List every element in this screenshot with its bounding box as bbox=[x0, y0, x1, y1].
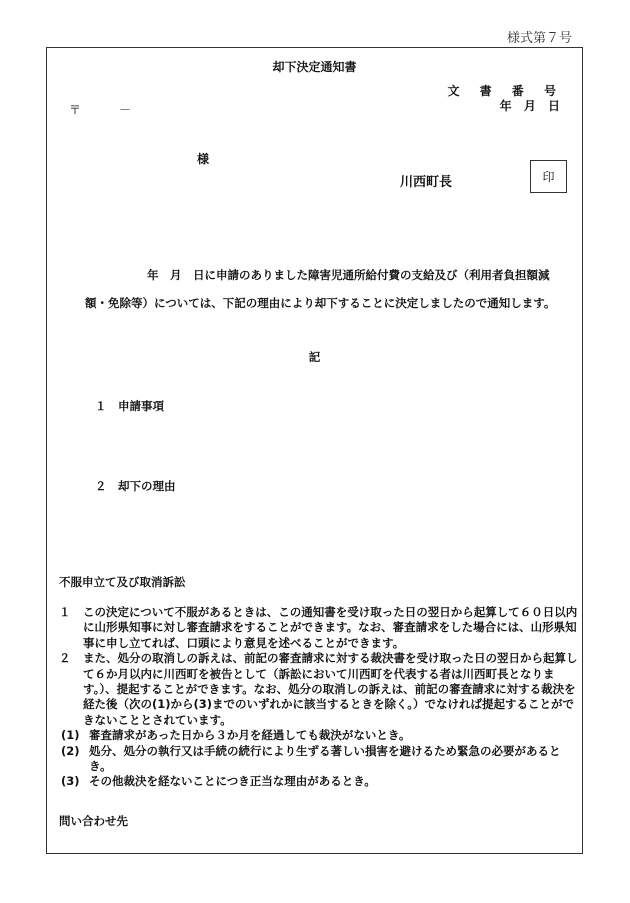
note-number: ２ bbox=[59, 651, 71, 666]
item-reason: ２ 却下の理由 bbox=[95, 479, 176, 493]
note-text: この決定について不服があるときは、この通知書を受け取った日の翌日から起算して６０日以内に山形県知事に対し審査請求をすることができます。なお、審査請求をした場合には、山形県知事に申し立てれば、口頭により意見を述べることができます。 bbox=[83, 605, 578, 650]
sub-note-number: (2) bbox=[61, 743, 80, 758]
item-application: １ 申請事項 bbox=[95, 399, 164, 413]
date-label: 年 月 日 bbox=[499, 99, 564, 113]
appeal-heading: 不服申立て及び取消訴訟 bbox=[59, 575, 186, 589]
contact-label: 問い合わせ先 bbox=[59, 814, 128, 828]
addressee-suffix: 様 bbox=[197, 152, 210, 166]
document-title: 却下決定通知書 bbox=[272, 60, 357, 74]
body-paragraph bbox=[85, 261, 571, 317]
issuer-name: 川西町長 bbox=[400, 175, 453, 190]
body-date-prefix: 年 月 日に bbox=[147, 268, 216, 282]
sub-note-item bbox=[59, 744, 579, 775]
document-number-label: 文 書 番 号 bbox=[447, 84, 564, 98]
sub-note-number: (3) bbox=[61, 774, 80, 789]
postal-dash: － bbox=[119, 103, 132, 117]
note-text: また、処分の取消しの訴えは、前記の審査請求に対する裁決書を受け取った日の翌日から起算して６か月以内に川西町を被告として（訴訟において川西町を代表する者は川西町長となります。）、提起することができます。なお、処分の取消しの訴えは、前記の審査請求に対する裁決を経た後（次の(1)から(3)までのいずれかに該当するときを除く。）でなければ提起することができないこととされています。 bbox=[83, 651, 578, 727]
postal-mark: 〒 bbox=[69, 103, 82, 117]
sub-note-text: その他裁決を経ないことにつき正当な理由があるとき。 bbox=[89, 774, 376, 789]
document-frame bbox=[46, 47, 583, 854]
note-number: １ bbox=[59, 605, 71, 619]
note-item bbox=[59, 605, 579, 651]
sub-note-number: (1) bbox=[61, 728, 80, 743]
sub-note-text: 審査請求があった日から３か月を経過しても裁決がないとき。 bbox=[89, 728, 411, 743]
seal-box bbox=[530, 160, 567, 193]
appeal-notes bbox=[59, 605, 579, 790]
sub-note-text: 処分、処分の執行又は手続の続行により生ずる著しい損害を避けるため緊急の必要があるとき。 bbox=[89, 743, 561, 774]
body-text: 申請のありました障害児通所給付費の支給及び（利用者負担額減額・免除等）については、下記の理由により却下することに決定しましたので通知します。 bbox=[85, 268, 556, 310]
sub-note-item bbox=[59, 728, 579, 743]
ki-heading: 記 bbox=[308, 350, 321, 364]
note-item bbox=[59, 651, 579, 728]
seal-label: 印 bbox=[542, 170, 555, 184]
form-number: 様式第７号 bbox=[506, 31, 572, 46]
sub-note-item bbox=[59, 774, 579, 789]
